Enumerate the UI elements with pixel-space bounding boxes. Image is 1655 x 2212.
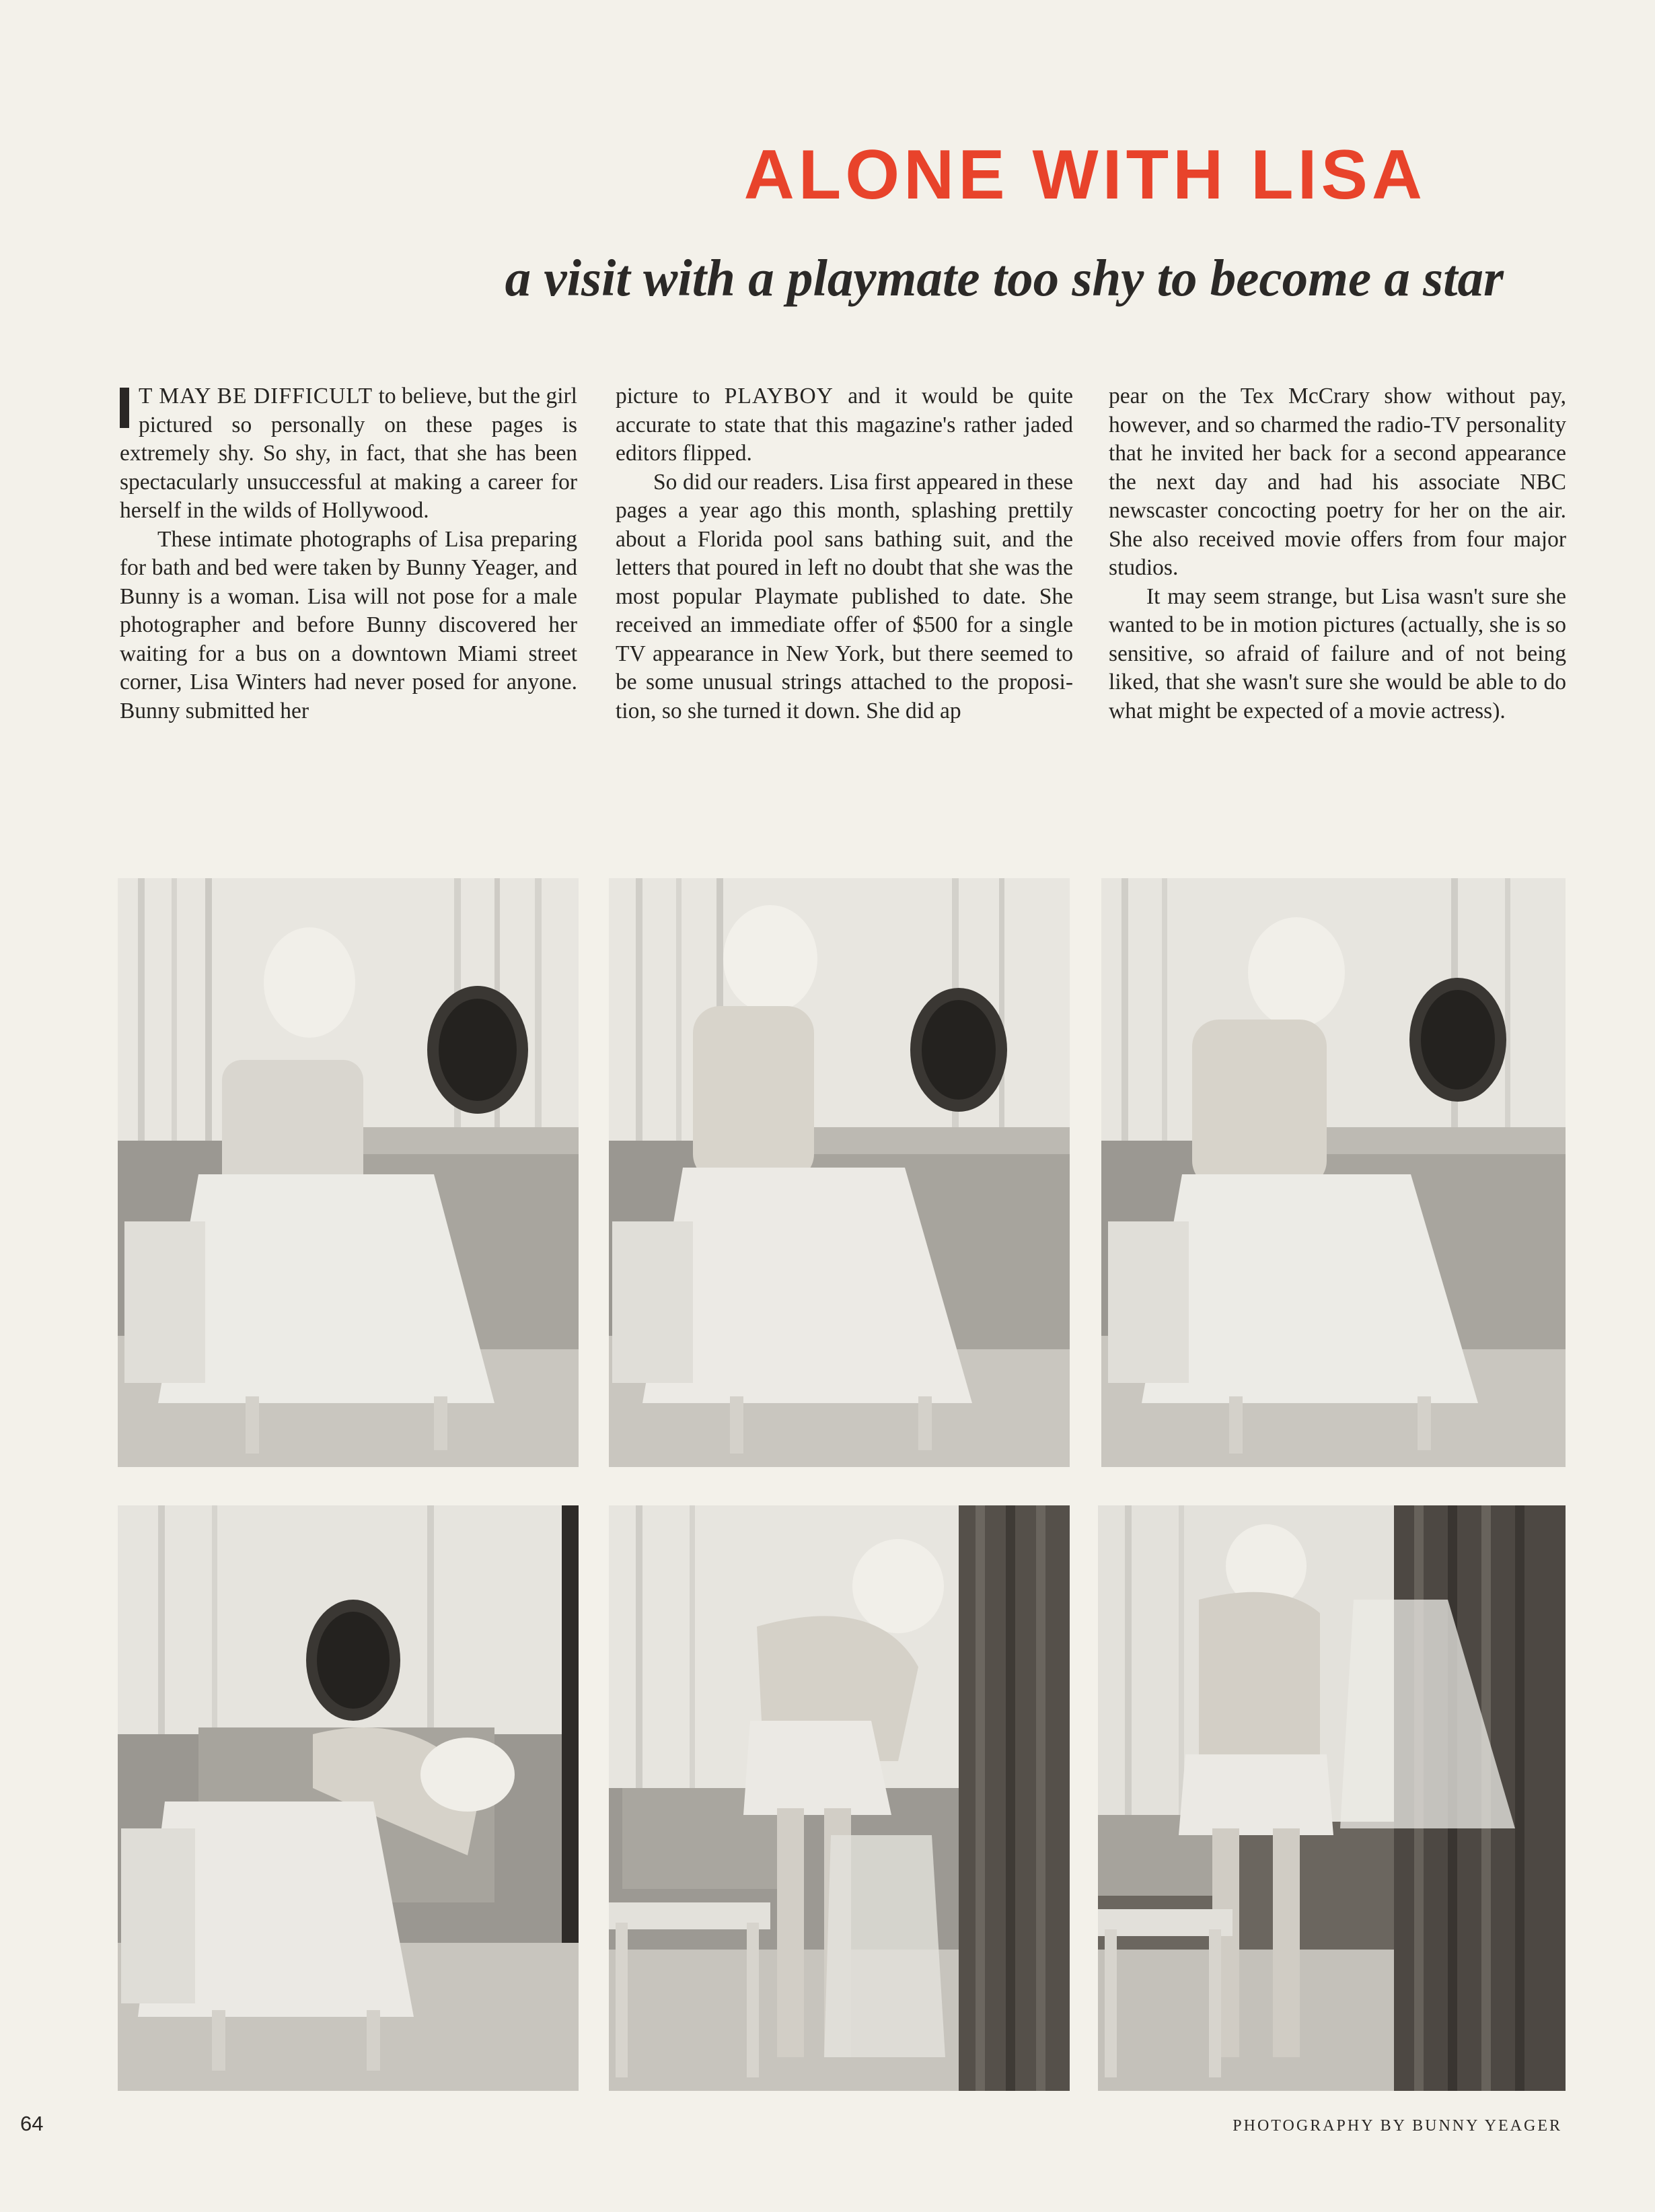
paragraph-text: and it would be quite accurate to state that this magazine's rather jaded editors flipped. [616, 384, 1073, 466]
paragraph-text: to believe, but the girl pictured so personally on these pages is extremely shy. So shy, in fact, that she has been spectacularly unsuccessful at making a career for herself in the wilds of Hollywood. [120, 384, 577, 523]
page-number: 64 [20, 2112, 44, 2135]
paragraph-text: picture to [616, 384, 725, 408]
paragraph [120, 382, 577, 526]
photo-3-image [1101, 878, 1566, 1467]
article-title: ALONE WITH LISA [743, 136, 1426, 214]
paragraph: These intimate photographs of Lisa preparing for bath and bed were taken by Bunny Yeager, and Bunny is a woman. Lisa will not pose for a male photographer and before Bunny discovered her waiting for a bus on a downtown Miami street corner, Lisa Winters had never posed for anyone. Bunny submitted her [120, 526, 577, 723]
paragraph: pear on the Tex McCrary show without pay, however, and so charmed the radio-TV personality that he invited her back for a second appearance the next day and had his associate NBC newscaster concocting poetry for her on the air. She also received movie offers from four major studios. [1109, 384, 1566, 580]
photo-4-image [118, 1505, 579, 2091]
text-column-3 [1109, 382, 1566, 725]
photo-5 [609, 1505, 1070, 2091]
photo-credit: PHOTOGRAPHY BY BUNNY YEAGER [1233, 2117, 1562, 2135]
magazine-name: PLAYBOY [724, 384, 834, 408]
paragraph: So did our readers. Lisa first appeared in these pages a year ago this month, splashing prettily about a Florida pool sans bathing suit, and the letters that poured in left no doubt that she was the most popular Playmate published to date. She received an immediate offer of $500 for a single TV appearance in New York, but there seemed to be some unusual strings attached to the proposition, so she turned it down. She did ap [616, 469, 1073, 723]
lead-in-small-caps: T MAY BE DIFFICULT [139, 384, 373, 408]
photo-6-image [1098, 1505, 1566, 2091]
photo-2-image [609, 878, 1070, 1467]
photo-4 [118, 1505, 579, 2091]
article-subtitle: a visit with a playmate too shy to become a star [505, 249, 1504, 307]
paragraph: It may seem strange, but Lisa wasn't sure she wanted to be in motion pictures (actually, she is so sensitive, so afraid of failure and of not being liked, that she wasn't sure she would be able to do what might be expected of a movie actress). [1109, 583, 1566, 723]
text-column-1 [120, 382, 577, 725]
photo-1-image [118, 878, 579, 1467]
photo-3 [1101, 878, 1566, 1467]
photo-6 [1098, 1505, 1566, 2091]
text-column-2 [616, 382, 1073, 725]
photo-1 [118, 878, 579, 1467]
paragraph [616, 382, 1073, 468]
drop-cap-mark [120, 388, 129, 428]
photo-2 [609, 878, 1070, 1467]
photo-5-image [609, 1505, 1070, 2091]
